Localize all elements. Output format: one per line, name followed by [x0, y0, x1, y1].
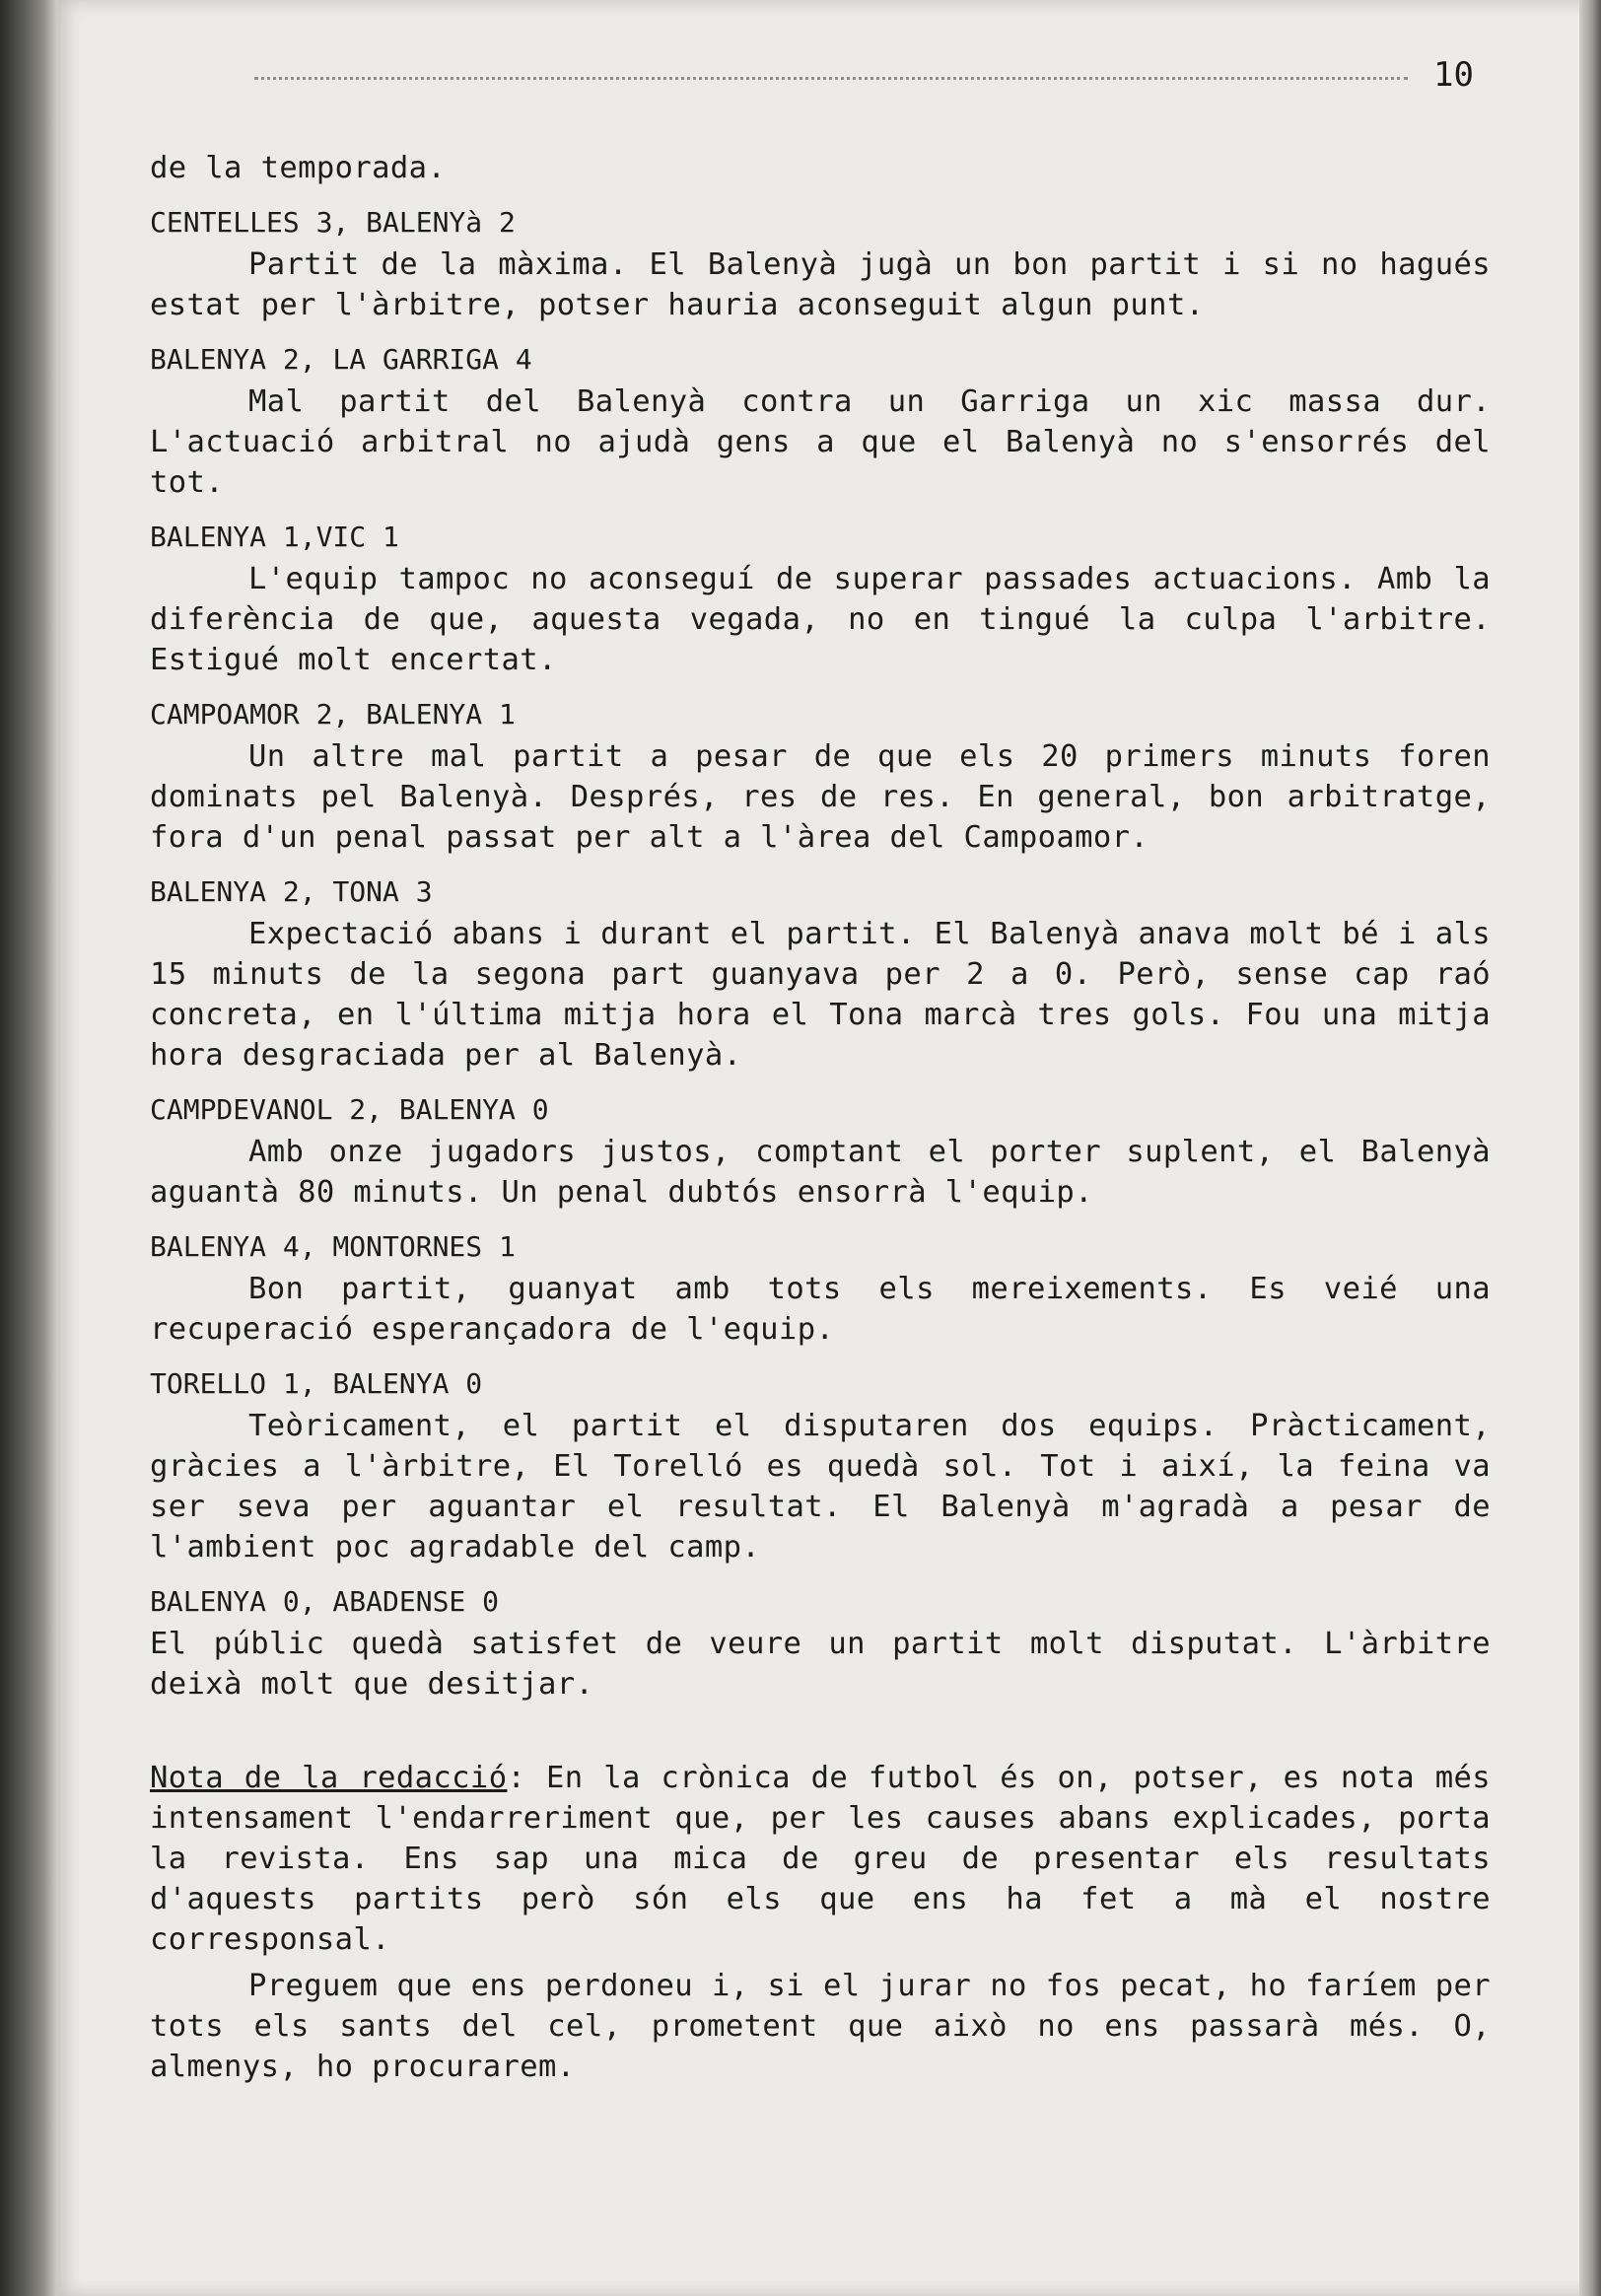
intro-line: de la temporada.: [150, 151, 447, 185]
match-report: [150, 1089, 1491, 1213]
match-report: [150, 1226, 1491, 1350]
match-heading: CAMPDEVANOL 2, BALENYA 0: [150, 1093, 549, 1126]
match-report: [150, 517, 1491, 680]
match-heading: BALENYA 2, TONA 3: [150, 875, 433, 908]
match-heading: BALENYA 2, LA GARRIGA 4: [150, 343, 532, 376]
note-paragraph: Preguem que ens perdoneu i, si el jurar no fos pecat, ho faríem per tots els sants del cel, prometent que això no ens passarà més. O, almenys, ho procurarem.: [150, 1969, 1491, 2084]
match-report: [150, 339, 1491, 503]
note-text: : En la crònica de futbol és on, potser, es nota més intensament l'endarreriment que, per les causes abans explicades, porta la revista. Ens sap una mica de greu de presentar els resultats d'aquests partits però són els que ens ha fet a mà el nostre corresponsal.: [150, 1761, 1491, 1957]
match-text: El públic quedà satisfet de veure un partit molt disputat. L'àrbitre deixà molt que desitjar.: [150, 1627, 1491, 1702]
match-text: Partit de la màxima. El Balenyà jugà un bon partit i si no hagués estat per l'àrbitre, potser hauria aconseguit algun punt.: [150, 247, 1491, 322]
match-text: Expectació abans i durant el partit. El Balenyà anava molt bé i als 15 minuts de la segona part guanyava per 2 a 0. Però, sense cap raó concreta, en l'última mitja hora el Tona marcà tres gols. Fou una mitja hora desgraciada per al Balenyà.: [150, 917, 1491, 1073]
article-body: [150, 148, 1491, 2087]
match-heading: BALENYA 4, MONTORNES 1: [150, 1230, 516, 1263]
match-report: [150, 871, 1491, 1076]
match-text: Teòricament, el partit el disputaren dos equips. Pràcticament, gràcies a l'àrbitre, El Torelló es quedà sol. Tot i així, la feina va ser seva per aguantar el resultat. El Balenyà m'agradà a pesar de l'ambient poc agradable del camp.: [150, 1409, 1491, 1565]
match-heading: CAMPOAMOR 2, BALENYA 1: [150, 698, 516, 731]
match-report: [150, 1363, 1491, 1567]
match-heading: CENTELLES 3, BALENYà 2: [150, 206, 516, 239]
binding-shadow: [0, 0, 57, 2296]
match-text: Amb onze jugadors justos, comptant el porter suplent, el Balenyà aguantà 80 minuts. Un penal dubtós ensorrà l'equip.: [150, 1135, 1491, 1210]
match-report: [150, 1581, 1491, 1705]
match-text: Mal partit del Balenyà contra un Garriga un xic massa dur. L'actuació arbitral no ajudà gens a que el Balenyà no s'ensorrés del tot.: [150, 384, 1491, 500]
match-text: L'equip tampoc no aconseguí de superar passades actuacions. Amb la diferència de que, aquesta vegada, no en tingué la culpa l'arbitre. Estigué molt encertat.: [150, 562, 1491, 677]
match-heading: TORELLO 1, BALENYA 0: [150, 1367, 483, 1400]
note-label: Nota de la redacció: [150, 1761, 508, 1795]
page-number: 10: [1433, 55, 1474, 95]
page-edge: [1579, 0, 1601, 2296]
match-report: [150, 694, 1491, 858]
editorial-note: [150, 1758, 1491, 1960]
match-report: [150, 202, 1491, 325]
match-heading: BALENYA 1,VIC 1: [150, 521, 399, 553]
header-rule: [254, 77, 1408, 80]
match-text: Bon partit, guanyat amb tots els mereixements. Es veié una recuperació esperançadora de l'equip.: [150, 1272, 1491, 1347]
match-text: Un altre mal partit a pesar de que els 20 primers minuts foren dominats pel Balenyà. Després, res de res. En general, bon arbitratge, fora d'un penal passat per alt a l'àrea del Campoamor.: [150, 739, 1491, 855]
match-heading: BALENYA 0, ABADENSE 0: [150, 1585, 500, 1618]
